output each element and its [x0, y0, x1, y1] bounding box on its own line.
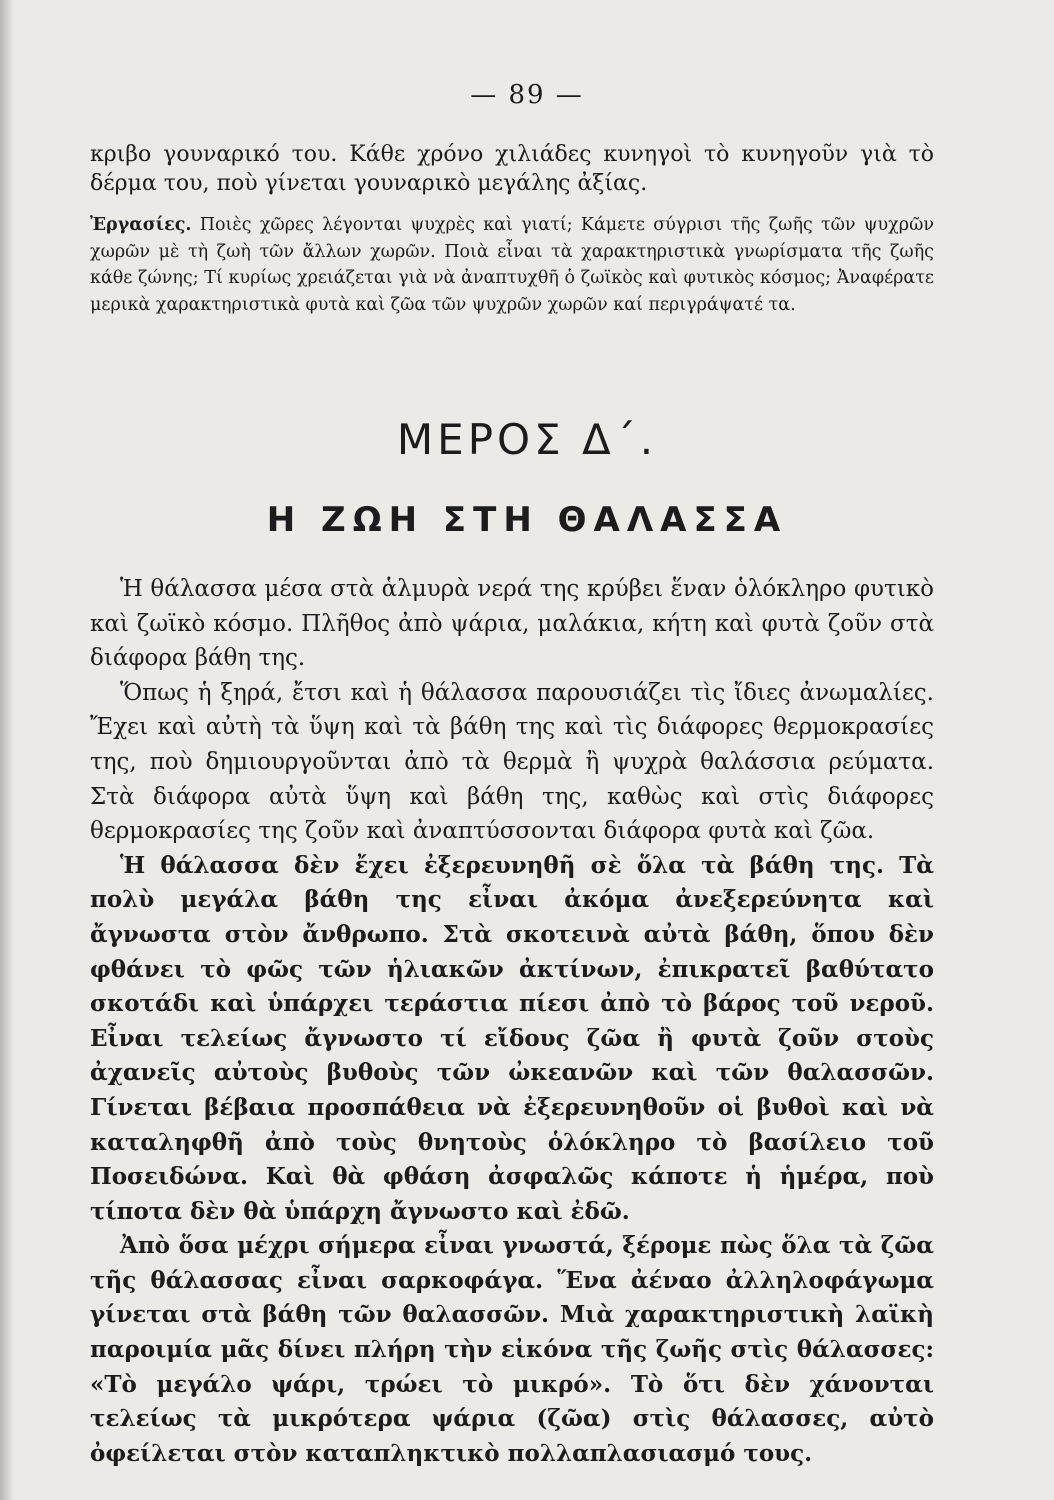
paragraph: Ἀπὸ ὅσα μέχρι σήμερα εἶναι γνωστά, ξέρομε πὼς ὅλα τὰ ζῶα τῆς θάλασσας εἶναι σαρκοφάγα. Ἕνα ἀέναο ἀλληλοφάγωμα γίνεται στὰ βάθη τῶν θαλασσῶν. Μιὰ χαρακτηριστικὴ λαϊκὴ παροιμία μᾶς δίνει πλήρη τὴν εἰκόνα τῆς ζωῆς στὶς θάλασσες: «Τὸ μεγάλο ψάρι, τρώει τὸ μικρό». Τὸ ὅτι δὲν χάνονται τελείως τὰ μικρότερα ψάρια (ζῶα) στὶς θάλασσες, αὐτὸ ὀφείλεται στὸν καταπληκτικὸ πολλαπλασιασμό τους.	[90, 1232, 934, 1467]
exercises-block	[90, 212, 934, 318]
exercises-text: Ποιὲς χῶρες λέγονται ψυχρὲς καὶ γιατί; Κάμετε σύγρισι τῆς ζωῆς τῶν ψυχρῶν χωρῶν μὲ τὴ ζωὴ τῶν ἄλλων χωρῶν. Ποιὰ εἶναι τὰ χαρακτηριστικὰ γνωρίσματα τῆς ζωῆς κάθε ζώνης; Τί κυρίως χρειάζεται γιὰ νὰ ἀναπτυχθῆ ὁ ζωϊκὸς καὶ φυτικὸς κόσμος; Ἀναφέρατε μερικὰ χαρακτηριστικὰ φυτὰ καὶ ζῶα τῶν ψυχρῶν χωρῶν καί περιγράψατέ τα.	[90, 215, 934, 315]
intro-text-block	[90, 140, 934, 198]
exercises-lead: Ἐργασίες.	[90, 215, 192, 235]
intro-paragraph: κριβο γουναρικό του. Κάθε χρόνο χιλιάδες κυνηγοὶ τὸ κυνηγοῦν γιὰ τὸ δέρμα του, ποὺ γίνεται γουναρικὸ μεγάλης ἀξίας.	[90, 142, 934, 196]
paragraph: Ὅπως ἡ ξηρά, ἔτσι καὶ ἡ θάλασσα παρουσιάζει τὶς ἴδιες ἀνωμαλίες. Ἔχει καὶ αὐτὴ τὰ ὕψη καὶ τὰ βάθη της καὶ τὶς διάφορες θερμοκρασίες της, ποὺ δημιουργοῦνται ἀπὸ τὰ θερμὰ ἢ ψυχρὰ θαλάσσια ρεύματα. Στὰ διάφορα αὐτὰ ὕψη καὶ βάθη της, καθὼς καὶ στὶς διάφορες θερμοκρασίες της ζοῦν καὶ ἀναπτύσσονται διάφορα φυτὰ καὶ ζῶα.	[90, 679, 934, 845]
page-number: — 89 —	[470, 80, 584, 110]
page-edge-shadow	[0, 0, 14, 1500]
paragraph: Ἡ θάλασσα μέσα στὰ ἁλμυρὰ νερά της κρύβει ἕναν ὁλόκληρο φυτικὸ καὶ ζωϊκὸ κόσμο. Πλῆθος ἀπὸ ψάρια, μαλάκια, κήτη καὶ φυτὰ ζοῦν στὰ διάφορα βάθη της.	[90, 576, 934, 672]
paragraph: Ἡ θάλασσα δὲν ἔχει ἐξερευνηθῆ σὲ ὅλα τὰ βάθη της. Τὰ πολὺ μεγάλα βάθη της εἶναι ἀκόμα ἀνεξερεύνητα καὶ ἄγνωστα στὸν ἄνθρωπο. Στὰ σκοτεινὰ αὐτὰ βάθη, ὅπου δὲν φθάνει τὸ φῶς τῶν ἡλιακῶν ἀκτίνων, ἐπικρατεῖ βαθύτατο σκοτάδι καὶ ὑπάρχει τεράστια πίεσι ἀπὸ τὸ βάρος τοῦ νεροῦ. Εἶναι τελείως ἄγνωστο τί εἴδους ζῶα ἢ φυτὰ ζοῦν στοὺς ἀχανεῖς αὐτοὺς βυθοὺς τῶν ὠκεανῶν καὶ τῶν θαλασσῶν. Γίνεται βέβαια προσπάθεια νὰ ἐξερευνηθοῦν οἱ βυθοὶ καὶ νὰ καταληφθῆ ἀπὸ τοὺς θνητοὺς ὁλόκληρο τὸ βασίλειο τοῦ Ποσειδώνα. Καὶ θὰ φθάση ἀσφαλῶς κάποτε ἡ ἡμέρα, ποὺ τίποτα δὲν θὰ ὑπάρχη ἄγνωστο καὶ ἐδῶ.	[90, 851, 934, 1225]
part-title: ΜΕΡΟΣ Δ΄.	[396, 415, 658, 464]
body-text	[90, 572, 934, 1471]
section-title: Η ΖΩΗ ΣΤΗ ΘΑΛΑΣΣΑ	[266, 500, 788, 540]
exercises-paragraph	[90, 212, 934, 318]
